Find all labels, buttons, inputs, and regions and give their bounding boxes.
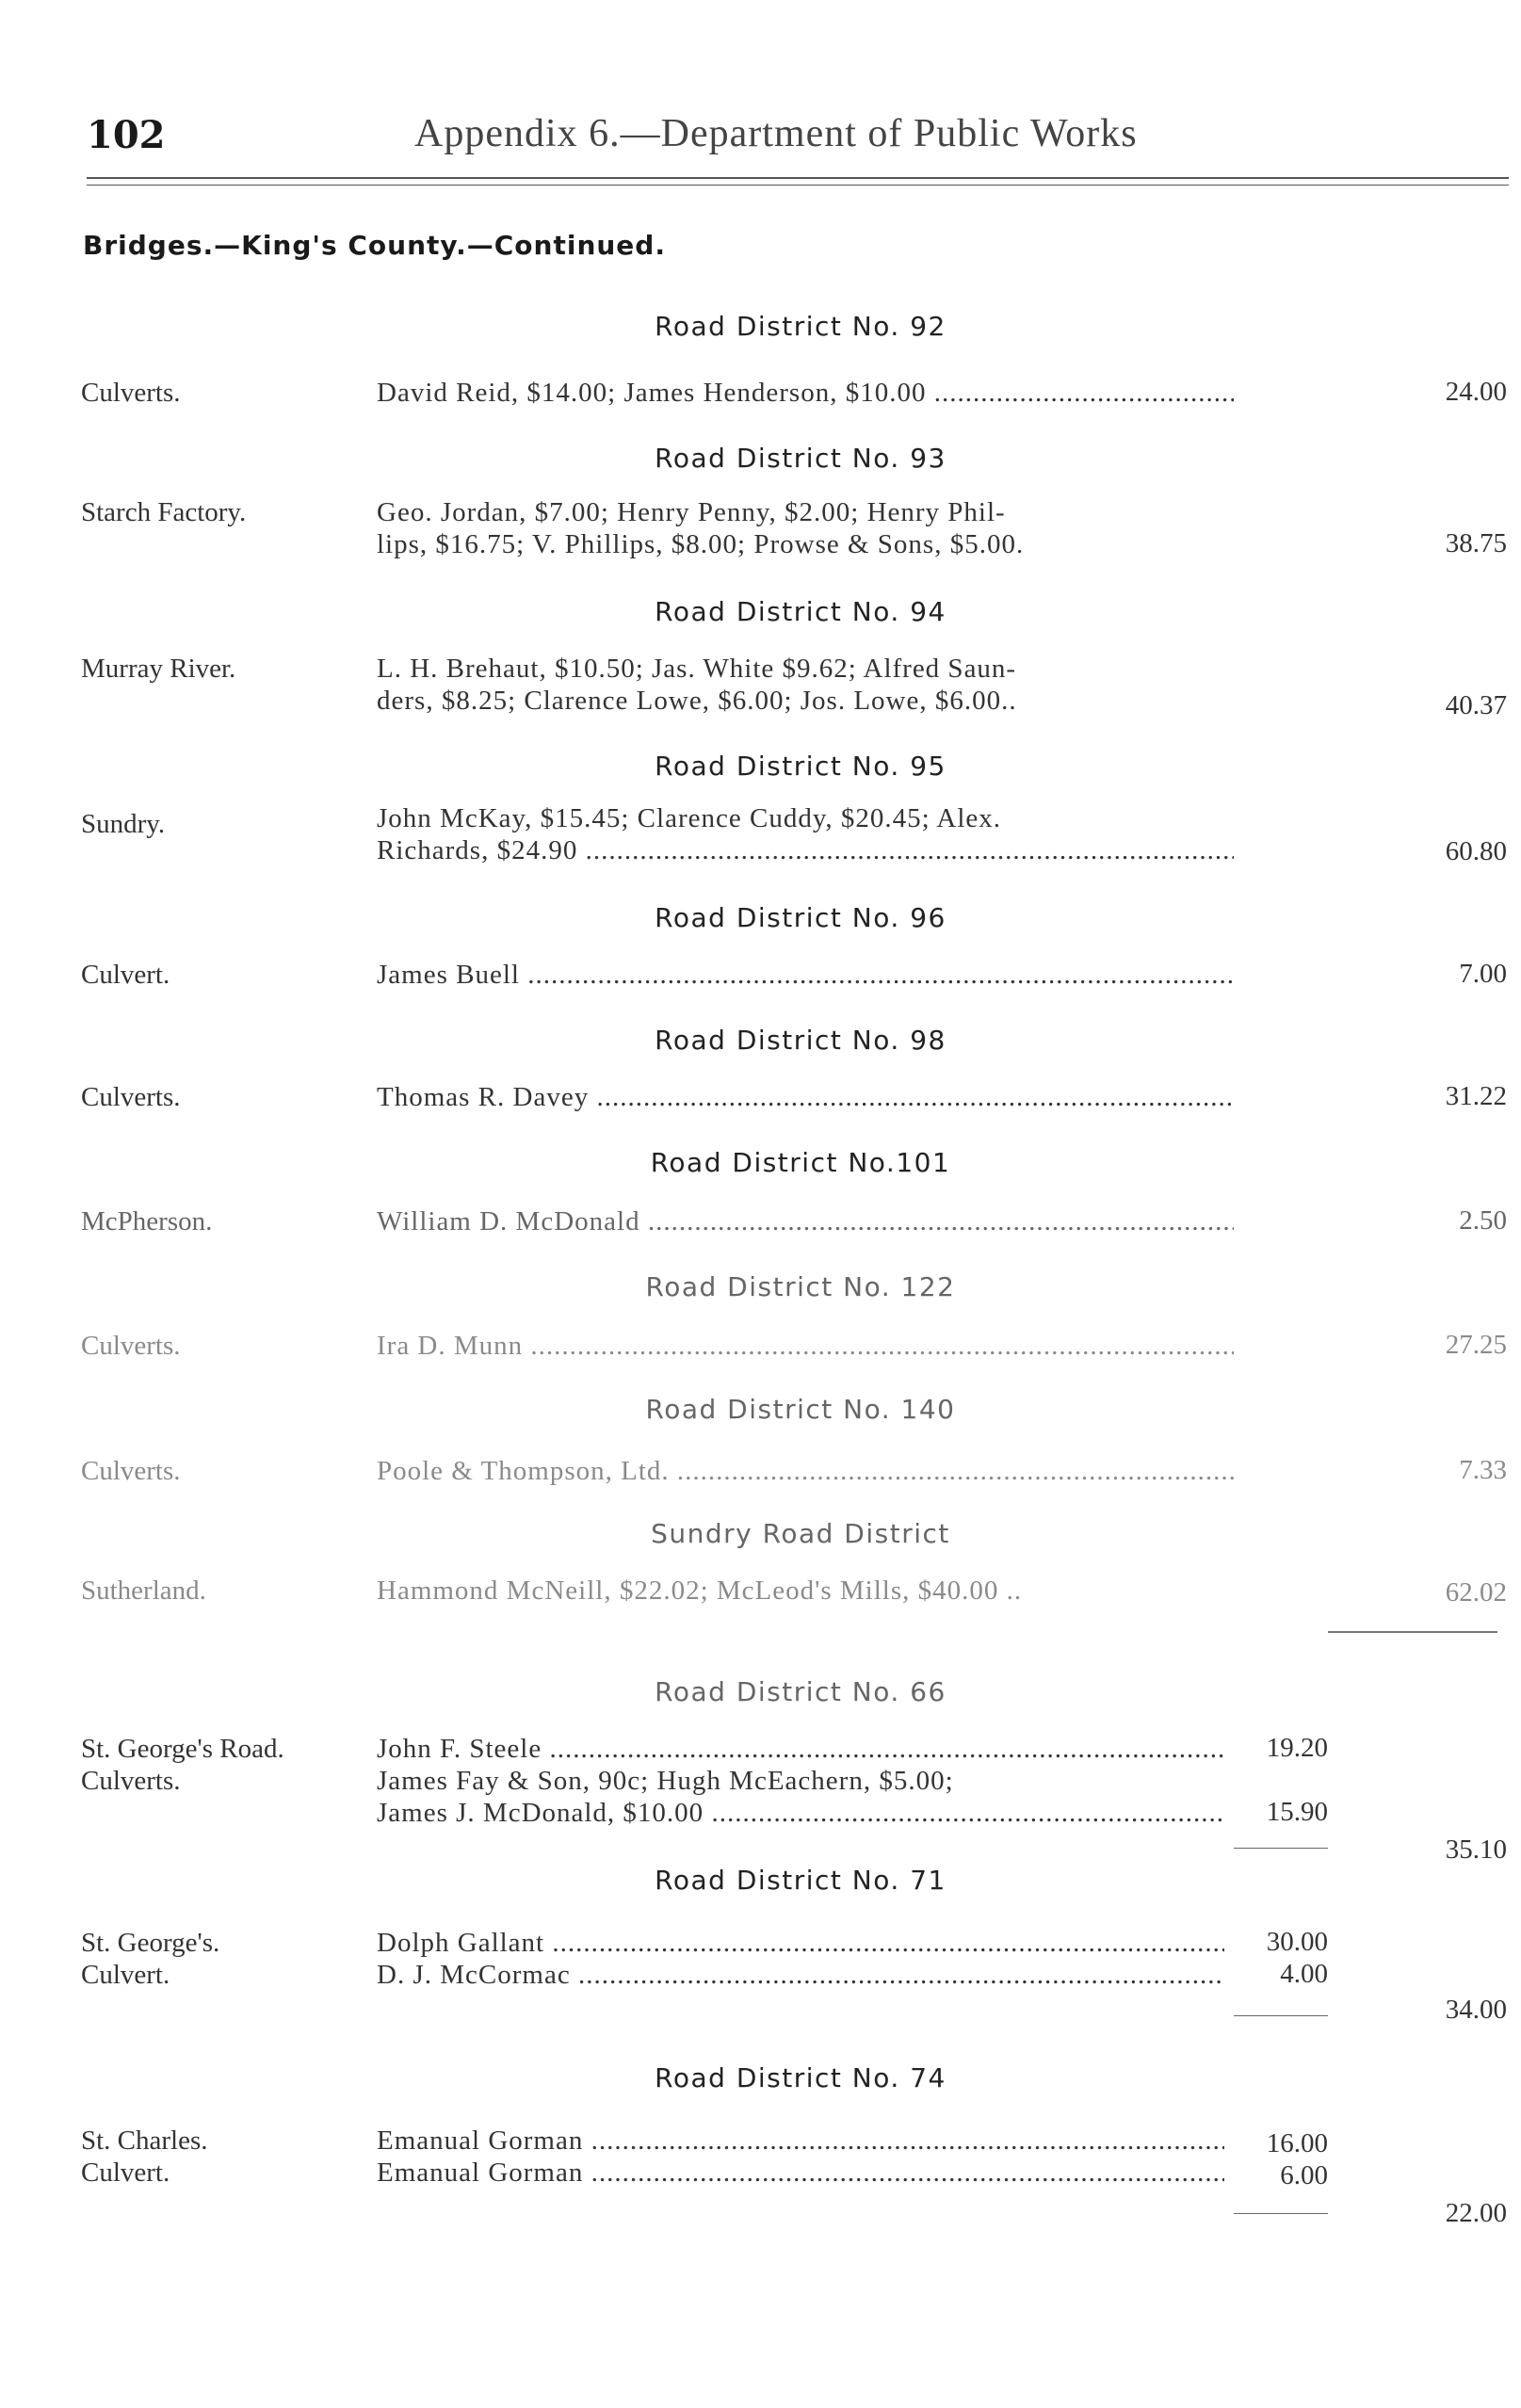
entry-description <box>377 1330 1234 1362</box>
description-line: Geo. Jordan, $7.00; Henry Penny, $2.00; Henry Phil- <box>377 497 1006 527</box>
section-heading: Bridges.—King's County.—Continued. <box>83 230 666 261</box>
entry-description <box>377 959 1234 991</box>
entry-total: 2.50 <box>1459 1205 1507 1236</box>
entry-description <box>377 802 1234 866</box>
description-line: Poole & Thompson, Ltd. ..... <box>377 1455 1234 1487</box>
district-heading: Road District No. 93 <box>655 443 947 474</box>
place-name: Sundry. <box>81 809 166 839</box>
district-heading: Sundry Road District <box>651 1518 950 1549</box>
place-name: St. Charles. <box>81 2125 208 2156</box>
description-line: Hammond McNeill, $22.02; McLeod's Mills, $40.00 .. <box>377 1576 1023 1606</box>
total-rule <box>1328 1631 1497 1633</box>
header-rule <box>87 177 1509 179</box>
place-name: Starch Factory. <box>81 497 247 527</box>
page-number: 102 <box>87 113 166 157</box>
description-line: Richards, $24.90 ..... <box>377 834 1234 866</box>
district-heading: Road District No.101 <box>650 1147 951 1178</box>
place-name: Sutherland. <box>81 1576 206 1606</box>
line-amount: 30.00 <box>1266 1927 1328 1957</box>
entry-description <box>377 1455 1234 1487</box>
entry-total: 38.75 <box>1445 528 1507 558</box>
description-line: William D. McDonald ..... <box>377 1205 1234 1237</box>
entry-description <box>377 1081 1234 1113</box>
description-line: David Reid, $14.00; James Henderson, $10.00 ..... <box>377 377 1234 409</box>
entry-description <box>377 1575 1234 1607</box>
description-line: John F. Steele ..... <box>377 1733 1224 1765</box>
description-line: Ira D. Munn ..... <box>377 1330 1234 1362</box>
description-line: Emanual Gorman ..... <box>377 2125 1224 2157</box>
line-amount: 6.00 <box>1280 2160 1328 2190</box>
district-heading: Road District No. 95 <box>655 751 947 782</box>
entry-total: 60.80 <box>1445 836 1507 866</box>
description-line: James Fay & Son, 90c; Hugh McEachern, $5.00; <box>377 1766 954 1796</box>
entry-description <box>377 1205 1234 1237</box>
description-line: James J. McDonald, $10.00 ..... <box>377 1797 1224 1829</box>
place-name: Culverts. <box>81 1766 181 1796</box>
entry-total: 31.22 <box>1445 1081 1507 1111</box>
entry-total: 62.02 <box>1445 1577 1507 1608</box>
header-rule-thin <box>87 185 1509 186</box>
district-heading: Road District No. 94 <box>655 596 947 627</box>
subtotal-rule <box>1234 1848 1328 1849</box>
place-name: Culverts. <box>81 1331 181 1361</box>
entry-description <box>377 496 1234 560</box>
entry-description <box>377 2125 1224 2189</box>
entry-total: 34.00 <box>1445 1995 1507 2025</box>
place-name: Culverts. <box>81 1456 181 1486</box>
entry-description <box>377 1927 1224 1991</box>
description-line: ders, $8.25; Clarence Lowe, $6.00; Jos. Lowe, $6.00.. <box>377 686 1017 716</box>
line-amount: 16.00 <box>1266 2128 1328 2158</box>
entry-total: 7.33 <box>1459 1455 1507 1485</box>
district-heading: Road District No. 122 <box>645 1271 956 1302</box>
place-name: St. George's Road. <box>81 1734 284 1764</box>
district-heading: Road District No. 96 <box>655 902 947 933</box>
description-line: John McKay, $15.45; Clarence Cuddy, $20.45; Alex. <box>377 803 1002 833</box>
district-heading: Road District No. 74 <box>655 2062 947 2093</box>
district-heading: Road District No. 71 <box>655 1865 947 1896</box>
line-amount: 4.00 <box>1280 1959 1328 1989</box>
district-heading: Road District No. 66 <box>655 1676 947 1707</box>
place-name: Culvert. <box>81 960 170 990</box>
line-amount: 19.20 <box>1266 1733 1328 1763</box>
running-head: Appendix 6.—Department of Public Works <box>414 112 1138 155</box>
entry-description <box>377 377 1234 409</box>
description-line: L. H. Brehaut, $10.50; Jas. White $9.62; Alfred Saun- <box>377 654 1017 684</box>
entry-total: 35.10 <box>1445 1834 1507 1865</box>
district-heading: Road District No. 140 <box>645 1394 956 1425</box>
place-name: Culvert. <box>81 2158 170 2188</box>
district-heading: Road District No. 92 <box>655 311 947 342</box>
entry-total: 7.00 <box>1459 959 1507 989</box>
place-name: Culverts. <box>81 378 181 408</box>
place-name: Culvert. <box>81 1960 170 1990</box>
place-name: Murray River. <box>81 654 236 684</box>
place-name: McPherson. <box>81 1206 213 1236</box>
subtotal-rule <box>1234 2015 1328 2016</box>
entry-total: 40.37 <box>1445 690 1507 720</box>
description-line: Emanual Gorman ..... <box>377 2157 1224 2189</box>
entry-total: 22.00 <box>1445 2198 1507 2228</box>
description-line: Dolph Gallant ..... <box>377 1927 1224 1959</box>
place-name: Culverts. <box>81 1082 181 1112</box>
district-heading: Road District No. 98 <box>655 1025 947 1056</box>
description-line: D. J. McCormac ..... <box>377 1959 1224 1991</box>
entry-description <box>377 1733 1224 1829</box>
description-line: James Buell ..... <box>377 959 1234 991</box>
entry-description <box>377 653 1234 717</box>
description-line: Thomas R. Davey ..... <box>377 1081 1234 1113</box>
entry-total: 27.25 <box>1445 1330 1507 1360</box>
place-name: St. George's. <box>81 1928 220 1958</box>
line-amount: 15.90 <box>1266 1797 1328 1827</box>
subtotal-rule <box>1234 2213 1328 2214</box>
description-line: lips, $16.75; V. Phillips, $8.00; Prowse & Sons, $5.00. <box>377 529 1025 559</box>
entry-total: 24.00 <box>1445 377 1507 407</box>
